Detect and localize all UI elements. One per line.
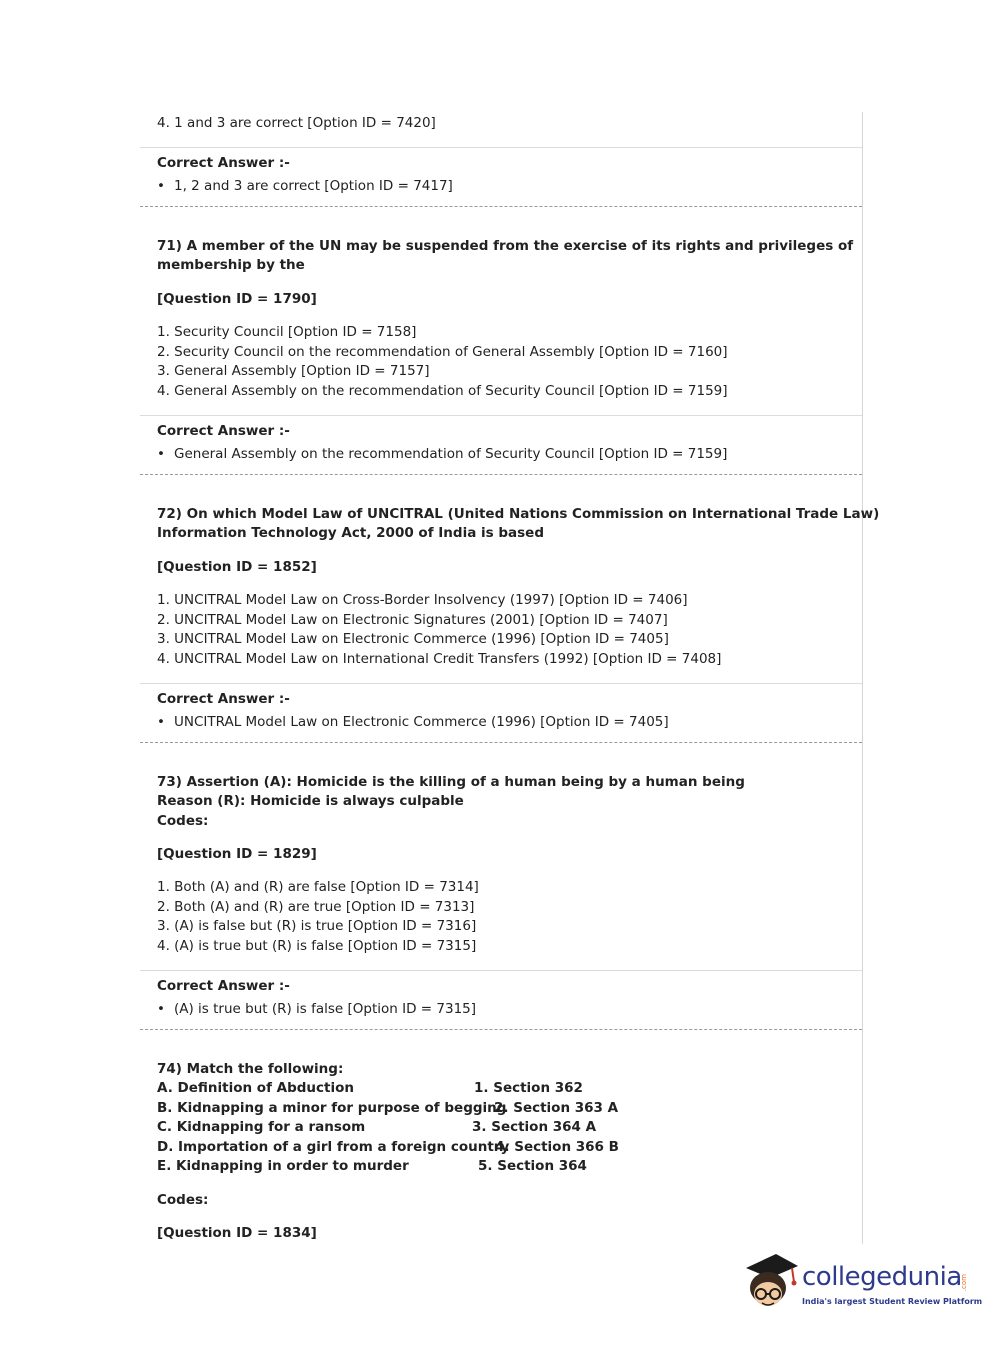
q73-text-1: 73) Assertion (A): Homicide is the killing of a human being by a human being xyxy=(157,774,745,790)
prev-answer-text: 1, 2 and 3 are correct [Option ID = 7417] xyxy=(174,178,453,194)
q74-right-4: 4. Section 366 B xyxy=(495,1139,619,1155)
question-separator xyxy=(140,474,862,475)
q73-answer xyxy=(157,1000,476,1019)
separator xyxy=(140,147,862,148)
q71-answer-label: Correct Answer :- xyxy=(157,423,290,439)
q71-answer-text: General Assembly on the recommendation of Security Council [Option ID = 7159] xyxy=(174,446,728,462)
q74-left-b: B. Kidnapping a minor for purpose of begging xyxy=(157,1100,507,1116)
q71-option-1: 1. Security Council [Option ID = 7158] xyxy=(157,324,417,340)
q73-text-2: Reason (R): Homicide is always culpable xyxy=(157,793,464,809)
q72-answer-text: UNCITRAL Model Law on Electronic Commerce (1996) [Option ID = 7405] xyxy=(174,714,669,730)
prev-answer xyxy=(157,177,453,196)
q74-left-e: E. Kidnapping in order to murder xyxy=(157,1158,409,1174)
prev-option-4: 4. 1 and 3 are correct [Option ID = 7420] xyxy=(157,115,436,131)
separator xyxy=(140,415,862,416)
q74-question-id: [Question ID = 1834] xyxy=(157,1225,317,1241)
logo-com: .com xyxy=(960,1274,968,1292)
q71-option-3: 3. General Assembly [Option ID = 7157] xyxy=(157,363,430,379)
separator xyxy=(140,970,862,971)
q73-option-4: 4. (A) is true but (R) is false [Option ID = 7315] xyxy=(157,938,477,954)
q71-option-2: 2. Security Council on the recommendation of General Assembly [Option ID = 7160] xyxy=(157,344,728,360)
q72-text-1: 72) On which Model Law of UNCITRAL (United Nations Commission on International Trade Law) xyxy=(157,506,880,522)
q73-answer-label: Correct Answer :- xyxy=(157,978,290,994)
q74-right-2: 2. Section 363 A xyxy=(494,1100,619,1116)
q72-answer xyxy=(157,713,669,732)
logo-tagline: India's largest Student Review Platform xyxy=(802,1297,983,1306)
q71-question-id: [Question ID = 1790] xyxy=(157,291,317,307)
question-separator xyxy=(140,206,862,207)
q71-answer xyxy=(157,445,727,464)
q73-question-id: [Question ID = 1829] xyxy=(157,846,317,862)
q72-option-3: 3. UNCITRAL Model Law on Electronic Commerce (1996) [Option ID = 7405] xyxy=(157,631,669,647)
collegedunia-logo xyxy=(742,1250,983,1320)
q72-question-id: [Question ID = 1852] xyxy=(157,559,317,575)
q74-codes: Codes: xyxy=(157,1192,209,1208)
q72-answer-label: Correct Answer :- xyxy=(157,691,290,707)
prev-answer-label: Correct Answer :- xyxy=(157,155,290,171)
q74-left-c: C. Kidnapping for a ransom xyxy=(157,1119,366,1135)
mascot-icon xyxy=(742,1250,800,1316)
q71-text-2: membership by the xyxy=(157,257,305,273)
q74-left-a: A. Definition of Abduction xyxy=(157,1080,355,1096)
q72-option-2: 2. UNCITRAL Model Law on Electronic Signatures (2001) [Option ID = 7407] xyxy=(157,612,668,628)
q72-option-1: 1. UNCITRAL Model Law on Cross-Border Insolvency (1997) [Option ID = 7406] xyxy=(157,592,688,608)
q74-right-1: 1. Section 362 xyxy=(474,1080,583,1096)
q72-option-4: 4. UNCITRAL Model Law on International Credit Transfers (1992) [Option ID = 7408] xyxy=(157,651,722,667)
q72-text-2: Information Technology Act, 2000 of India is based xyxy=(157,525,544,541)
q74-text-1: 74) Match the following: xyxy=(157,1061,344,1077)
q71-option-4: 4. General Assembly on the recommendation of Security Council [Option ID = 7159] xyxy=(157,383,728,399)
q73-text-3: Codes: xyxy=(157,813,209,829)
question-separator xyxy=(140,742,862,743)
q74-right-5: 5. Section 364 xyxy=(478,1158,587,1174)
q74-right-3: 3. Section 364 A xyxy=(472,1119,597,1135)
q73-answer-text: (A) is true but (R) is false [Option ID = 7315] xyxy=(174,1001,477,1017)
question-separator xyxy=(140,1029,862,1030)
q71-text-1: 71) A member of the UN may be suspended from the exercise of its rights and privileges of xyxy=(157,238,854,254)
q73-option-3: 3. (A) is false but (R) is true [Option ID = 7316] xyxy=(157,918,477,934)
separator xyxy=(140,683,862,684)
q74-left-d: D. Importation of a girl from a foreign country xyxy=(157,1139,510,1155)
q73-option-1: 1. Both (A) and (R) are false [Option ID = 7314] xyxy=(157,879,479,895)
logo-wordmark: collegedunia xyxy=(802,1262,962,1292)
q73-option-2: 2. Both (A) and (R) are true [Option ID = 7313] xyxy=(157,899,475,915)
